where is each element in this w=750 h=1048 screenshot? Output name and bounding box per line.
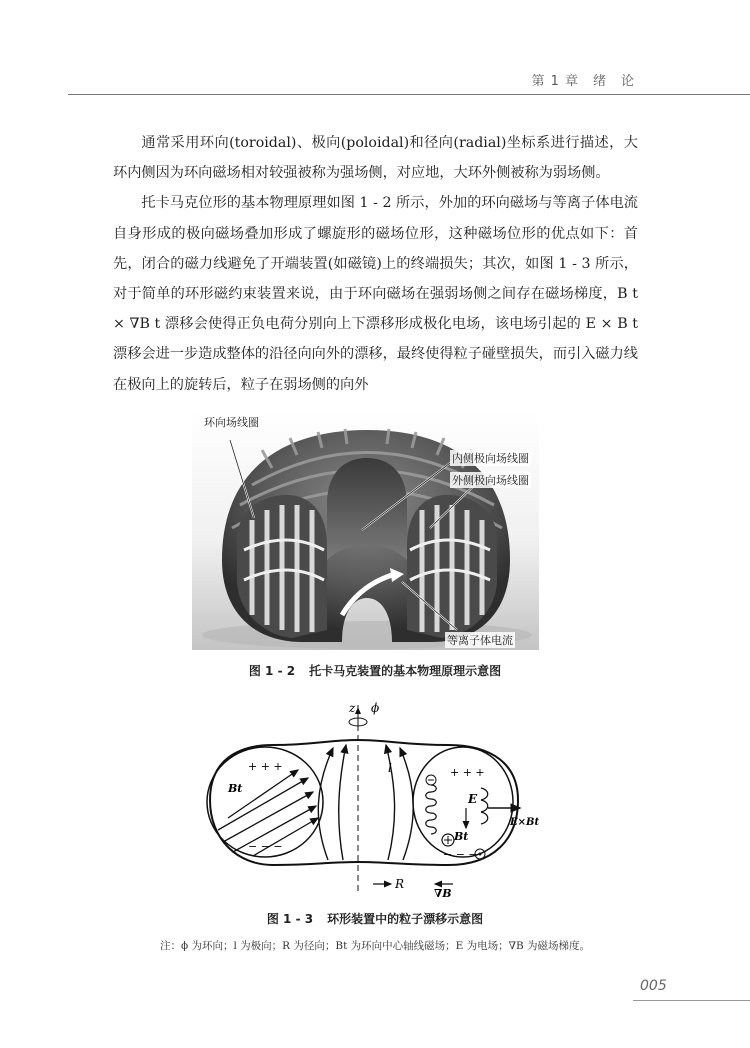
chapter-title: 绪 论 (592, 74, 635, 89)
figure-1-3-caption (0, 910, 750, 927)
label-inner-poloidal-coil: 内侧极向场线圈 (452, 452, 529, 465)
label-l: l (388, 761, 392, 775)
page-number: 005 (640, 978, 667, 994)
caption-text: 托卡马克装置的基本物理原理示意图 (309, 664, 502, 678)
label-outer-poloidal-coil: 外侧极向场线圈 (452, 474, 529, 487)
label-plus-left: + + + (248, 760, 283, 773)
label-toroidal-coil: 环向场线圈 (204, 416, 259, 429)
running-head (517, 70, 635, 89)
caption-text: 环形装置中的粒子漂移示意图 (327, 912, 484, 926)
body-text (113, 128, 638, 400)
label-e-field: E (468, 792, 478, 806)
caption-number: 图 1 - 3 (266, 912, 314, 926)
label-exb: E×Bt (510, 817, 540, 828)
figure-note: 注：ϕ 为环向；l 为极向；R 为径向；Bt 为环向中心轴线磁场；E 为电场；∇B 为磁场梯度。 (159, 940, 591, 952)
drift-figure (198, 700, 543, 900)
paragraph-1: 通常采用环向(toroidal)、极向(poloidal)和径向(radial)坐标系进行描述，大环内侧因为环向磁场相对较强被称为强场侧，对应地，大环外侧被称为弱场侧。 (113, 135, 638, 182)
label-minus-right: − − − (443, 848, 478, 861)
tokamak-figure (192, 410, 539, 650)
footer-rule (633, 1000, 750, 1001)
chapter-number: 第 1 章 (531, 74, 579, 89)
tokamak-illustration (192, 410, 539, 650)
label-minus-left: − − − (248, 840, 283, 853)
figure-1-2-caption (0, 662, 750, 679)
label-plus-right: + + + (450, 766, 485, 779)
drift-diagram (198, 700, 543, 900)
paragraph-2: 托卡马克位形的基本物理原理如图 1 - 2 所示，外加的环向磁场与等离子体电流自身形成的极向磁场叠加形成了螺旋形的磁场位形，这种磁场位形的优点如下：首先，闭合的磁力线避免了开端装置(如磁镜)上的终端损失；其次，如图 1 - 3 所示，对于简单的环形磁约束装置来说，由于环向磁场在强弱场侧之间存在磁场梯度，B t × ∇B t 漂移会使得正负电荷分别向上下漂移形成极化电场，该电场引起的 E × B t 漂移会进一步造成整体的沿径向向外的漂移，最终使得粒子碰壁损失，而引入磁力线在极向上的旋转后，粒子在弱场侧的向外 (113, 195, 638, 393)
label-bt-left: Bt (228, 782, 243, 795)
label-r: R (395, 877, 405, 891)
label-bt-right: Bt (454, 830, 469, 843)
label-grad-b: ∇B (434, 887, 452, 900)
header-rule (68, 94, 750, 95)
caption-number: 图 1 - 2 (248, 664, 296, 678)
label-plasma-current: 等离子体电流 (447, 634, 513, 647)
label-phi: ϕ (371, 701, 380, 715)
label-z: z (349, 701, 356, 715)
